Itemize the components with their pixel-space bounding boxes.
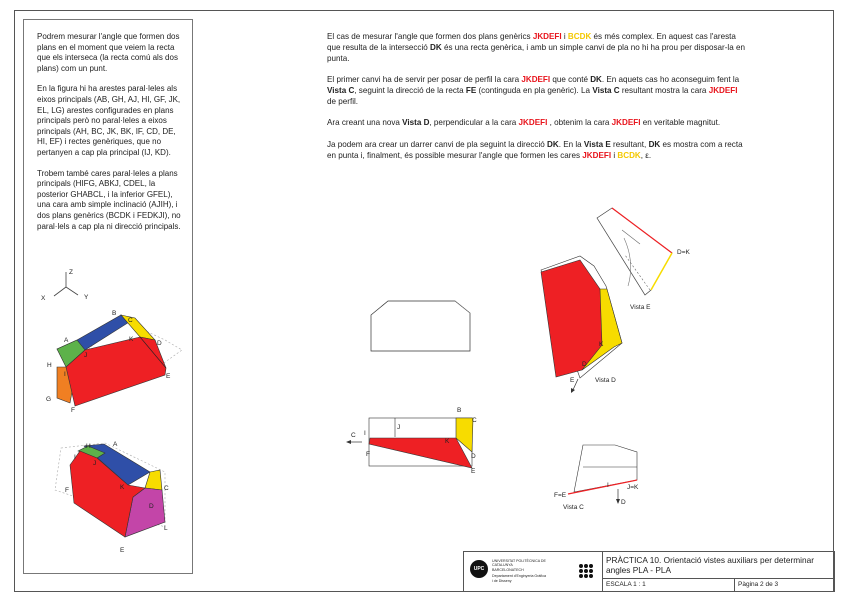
iso1-label-b: B: [112, 310, 117, 317]
iso1-label-h: H: [47, 362, 52, 369]
vista-c-label-i: I: [607, 482, 609, 489]
axis-z-label: Z: [69, 269, 73, 276]
main-paragraph-1: El cas de mesurar l'angle que formen dos plans genèrics JKDEFI i BCDK és més complex. En aquest cas l'aresta que resulta de la intersecció DK és una recta genèrica, i amb un simple canvi de pla no hi ha prou per disposar-la en punta.: [327, 32, 745, 63]
iso1-label-c: C: [128, 317, 133, 324]
vista-c-jk-label: J=K: [627, 484, 639, 491]
vista-d-drawing: [541, 256, 622, 378]
page-number: Pàgina 2 de 3: [735, 579, 835, 592]
iso2-label-k: K: [120, 484, 125, 491]
iso2-label-h: H: [86, 443, 91, 450]
vista-d-label-d: D: [582, 361, 587, 368]
vista-d-title: Vista D: [595, 377, 616, 384]
front-label-d: D: [471, 453, 476, 460]
vista-d-label-e: E: [570, 377, 575, 384]
iso1-label-a: A: [64, 337, 69, 344]
iso2-label-e: E: [120, 547, 125, 554]
vista-d-label-k: K: [599, 341, 604, 348]
upc-institution-text: UNIVERSITAT POLITÈCNICA DE CATALUNYA BARCELONATECH Departament d'Enginyeria Gràfica i de Disseny: [492, 559, 547, 583]
left-paragraph-1: Podrem mesurar l'angle que formen dos plans en el moment que veiem la recta que els interseca (la recta comú als dos plans) com un punt.: [37, 32, 180, 73]
main-paragraph-3: Ara creant una nova Vista D, perpendicular a la cara JKDEFI , obtenim la cara JKDEFI en veritable magnitut.: [327, 118, 721, 128]
vista-c-fe-label: F=E: [554, 492, 567, 499]
main-paragraph-2: El primer canvi ha de servir per posar de perfil la cara JKDEFI que conté DK. En aquets cas ho aconseguim fent la Vista C, seguint la direcció de la recta FE (continguda en pla genèric). La Vista C resultant mostra la cara JKDEFI de perfil.: [327, 75, 740, 106]
logo-area: [463, 551, 603, 592]
iso2-label-d: D: [149, 503, 154, 510]
upc-logo-icon: UPC: [470, 560, 488, 578]
front-label-k: K: [445, 438, 450, 445]
iso2-label-c: C: [164, 485, 169, 492]
top-view-outline: [371, 301, 470, 351]
iso2-label-j: J: [93, 460, 97, 467]
iso2-label-i: I: [74, 454, 76, 461]
isometric-view-1: [57, 315, 182, 406]
isometric-view-2: [55, 443, 165, 537]
axis-x-label: X: [41, 295, 46, 302]
front-label-c: C: [472, 417, 477, 424]
front-label-e: E: [471, 468, 476, 475]
scale-label: ESCALA 1 : 1: [603, 579, 735, 592]
front-label-i: I: [364, 430, 366, 437]
iso1-label-d: D: [157, 340, 162, 347]
front-view: [369, 418, 473, 468]
main-paragraph-4: Ja podem ara crear un darrer canvi de pla seguint la direcció DK. En la Vista E resultant, DK es mostra com a recta en punta i, finalment, és possible mesurar l'angle que formen les cares JKDEFI i BCDK, ε.: [327, 139, 743, 160]
axes-icon: [54, 272, 78, 296]
department-logo-icon: [576, 561, 596, 581]
axis-y-label: Y: [84, 294, 89, 301]
title-block: [463, 551, 835, 592]
iso2-label-f: F: [65, 487, 69, 494]
vista-e-title: Vista E: [630, 304, 651, 311]
iso1-label-f: F: [71, 407, 75, 414]
front-label-j: J: [397, 424, 401, 431]
vista-e-drawing: [597, 208, 672, 295]
iso1-label-k: K: [129, 336, 134, 343]
iso1-label-i: I: [64, 371, 66, 378]
front-label-f: F: [366, 451, 370, 458]
iso1-label-e: E: [166, 373, 171, 380]
left-paragraph-2: En la figura hi ha arestes paral·leles als eixos principals (AB, GH, AJ, HI, GF, JK, EL, LG) arestes configurades en plans principals però no paral·leles a eixos principals (AH, BC, JK, BK, IF, CD, DE, HI, EF) i rectes genèriques, que no pertanyen a cap pla principal (IJ, KD).: [37, 84, 181, 157]
iso1-label-j: J: [84, 352, 88, 359]
vista-c-title: Vista C: [563, 504, 584, 511]
front-label-b: B: [457, 407, 462, 414]
iso2-label-l: L: [164, 525, 168, 532]
vista-e-dk-label: D=K: [677, 249, 690, 256]
left-paragraph-3: Trobem també cares paral·leles a plans principals (HIFG, ABKJ, CDEL, la posterior GHABCL, i la inferior GFEL), una cara amb simple inclinació (AJIH), i dos plans genèrics (BCDK i FEDKJI), no paral·lels a cap pla ni direcció principals.: [37, 168, 181, 231]
iso1-label-g: G: [46, 396, 52, 403]
vista-c-arrow-d-label: D: [621, 499, 626, 506]
practice-title: PRÀCTICA 10. Orientació vistes auxiliars per determinar angles PLA - PLA: [603, 551, 835, 579]
front-arrow-c-label: C: [351, 432, 356, 439]
iso2-label-a: A: [113, 441, 118, 448]
